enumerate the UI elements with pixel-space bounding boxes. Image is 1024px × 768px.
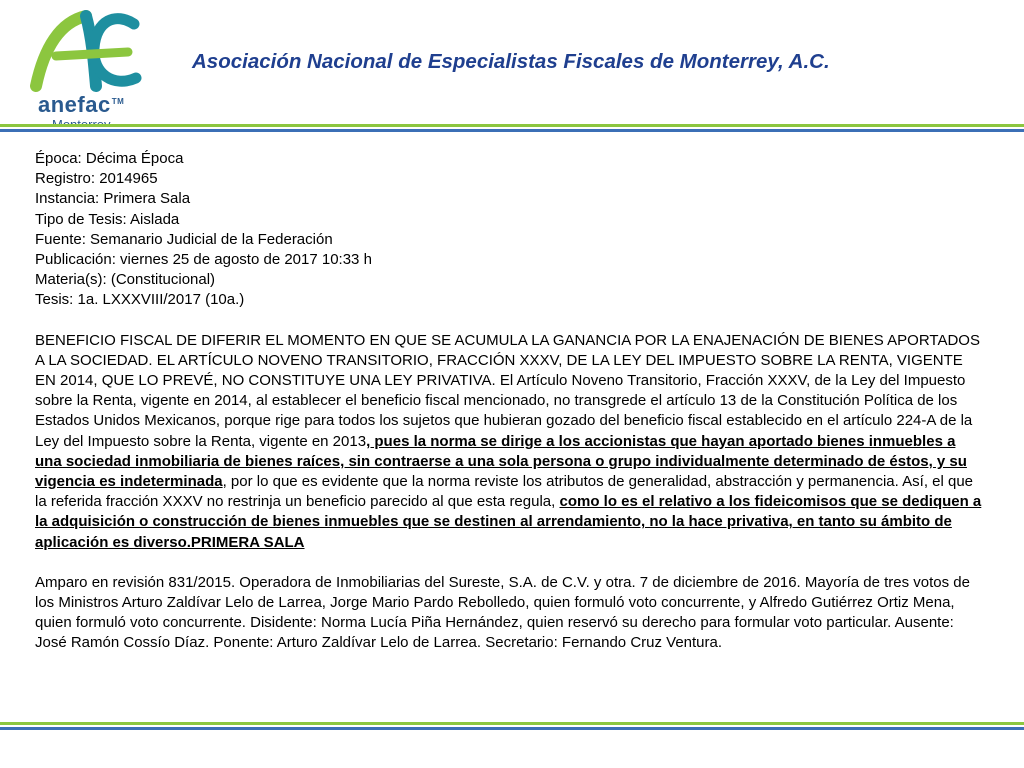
meta-publicacion: Publicación: viernes 25 de agosto de 2017 10:33 h <box>35 251 372 269</box>
thesis-text-2: , por lo que es evidente que la norma reviste los atributos de generalidad, abstracción y permanencia. Así, el que la referida fracción XXXV no restrinja un beneficio parecido al que esta regula, <box>35 473 974 511</box>
thesis-metadata <box>35 149 985 311</box>
meta-tesis: Tesis: 1a. LXXXVIII/2017 (10a.) <box>35 291 245 309</box>
meta-materia: Materia(s): (Constitucional) <box>35 271 216 289</box>
thesis-body <box>35 331 985 553</box>
thesis-document <box>35 149 985 654</box>
thesis-emphasis-2: como lo es el relativo a los fideicomisos que se dediquen a la adquisición o construcción de bienes inmuebles que se destinen al arrendamiento, no la hace privativa, en tanto su ámbito de aplicación es diverso.PRIMERA SALA <box>35 493 982 551</box>
meta-tipo: Tipo de Tesis: Aislada <box>35 210 180 228</box>
header-divider <box>0 124 1024 132</box>
ae-logo-icon <box>30 8 150 94</box>
logo-wordmark: anefac™ <box>38 92 125 117</box>
footer-divider <box>0 722 1024 730</box>
meta-instancia: Instancia: Primera Sala <box>35 190 191 208</box>
anefac-logo <box>30 8 150 126</box>
meta-fuente: Fuente: Semanario Judicial de la Federación <box>35 230 333 248</box>
page-title: Asociación Nacional de Especialistas Fiscales de Monterrey, A.C. <box>192 50 830 73</box>
thesis-emphasis-1: , pues la norma se dirige a los accionistas que hayan aportado bienes inmuebles a una sociedad inmobiliaria de bienes raíces, sin contraerse a una sola persona o grupo individualmente determinado de éstos, y su vigencia es indeterminada <box>35 432 967 491</box>
precedent-paragraph: Amparo en revisión 831/2015. Operadora de Inmobiliarias del Sureste, S.A. de C.V. y otra. 7 de diciembre de 2016. Mayoría de tres votos de los Ministros Arturo Zaldívar Lelo de Larrea, Jorge Mario Pardo Rebolledo, quien formuló voto concurrente, y Alfredo Gutiérrez Ortiz Mena, quien formuló voto concurrente. Disidente: Norma Lucía Piña Hernández, quien reservó su derecho para formular voto particular. Ausente: José Ramón Cossío Díaz. Ponente: Arturo Zaldívar Lelo de Larrea. Secretario: Fernando Cruz Ventura. <box>35 573 970 652</box>
meta-epoca: Época: Décima Época <box>35 150 184 167</box>
thesis-text-1: BENEFICIO FISCAL DE DIFERIR EL MOMENTO EN QUE SE ACUMULA LA GANANCIA POR LA ENAJENACIÓN DE BIENES APORTADOS A LA SOCIEDAD. EL ARTÍCULO NOVENO TRANSITORIO, FRACCIÓN XXXV, DE LA LEY DEL IMPUESTO SOBRE LA RENTA, VIGENTE EN 2014, QUE LO PREVÉ, NO CONSTITUYE UNA LEY PRIVATIVA. El Artículo Noveno Transitorio, Fracción XXXV, de la Ley del Impuesto sobre la Renta, vigente en 2014, al establecer el beneficio fiscal mencionado, no transgrede el artículo 13 de la Constitución Política de los Estados Unidos Mexicanos, porque rige para todos los sujetos que hubieran gozado del beneficio fiscal establecido en el artículo 224-A de la Ley del Impuesto sobre la Renta, vigente en 2013 <box>35 331 980 450</box>
meta-registro: Registro: 2014965 <box>35 170 158 188</box>
